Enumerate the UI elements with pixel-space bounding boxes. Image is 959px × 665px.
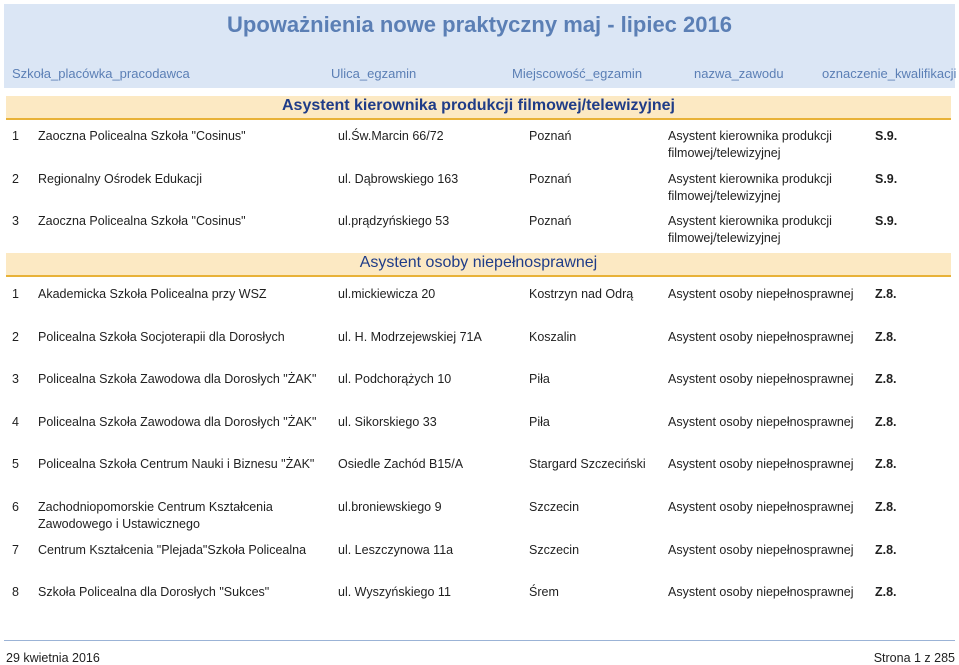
profession-name: Asystent osoby niepełnosprawnej (668, 500, 854, 514)
exam-city: Śrem (529, 585, 559, 599)
exam-street: ul. Podchorążych 10 (338, 372, 452, 386)
exam-city: Piła (529, 372, 550, 386)
section-title: Asystent osoby niepełnosprawnej (359, 254, 598, 271)
profession-name: Asystent osoby niepełnosprawnej (668, 287, 854, 301)
exam-street: Osiedle Zachód B15/A (338, 457, 464, 471)
school-name: Akademicka Szkoła Policealna przy WSZ (38, 287, 267, 301)
section-header (6, 253, 951, 277)
exam-street: ul.broniewskiego 9 (338, 500, 442, 514)
qualification-code: S.9. (875, 129, 898, 143)
qualification-code: S.9. (875, 214, 898, 228)
qualification-code: Z.8. (875, 543, 897, 557)
row-number: 3 (12, 372, 19, 386)
profession-name: Asystent kierownika produkcji filmowej/telewizyjnej (668, 172, 832, 203)
qualification-code: Z.8. (875, 585, 897, 599)
qualification-code: Z.8. (875, 287, 897, 301)
row-number: 1 (12, 287, 19, 301)
school-name-continued: Zawodowego i Ustawicznego (38, 517, 200, 531)
exam-city: Koszalin (529, 330, 577, 344)
column-header-city: Miejscowość_egzamin (512, 66, 643, 81)
footer-date: 29 kwietnia 2016 (6, 651, 100, 665)
row-number: 7 (12, 543, 19, 557)
exam-street: ul.mickiewicza 20 (338, 287, 436, 301)
exam-street: ul. Wyszyńskiego 11 (338, 585, 451, 599)
school-name: Regionalny Ośrodek Edukacji (38, 172, 202, 186)
school-name: Zaoczna Policealna Szkoła "Cosinus" (38, 129, 246, 143)
exam-street: ul.Św.Marcin 66/72 (338, 129, 444, 143)
footer-page-number: Strona 1 z 285 (873, 651, 955, 665)
exam-city: Kostrzyn nad Odrą (529, 287, 634, 301)
profession-name: Asystent osoby niepełnosprawnej (668, 543, 854, 557)
footer-divider (4, 640, 955, 641)
row-number: 5 (12, 457, 19, 471)
exam-city: Stargard Szczeciński (529, 457, 646, 471)
column-headers (4, 60, 955, 88)
column-header-qualification: oznaczenie_kwalifikacji (822, 66, 957, 81)
row-number: 2 (12, 172, 19, 186)
profession-name: Asystent kierownika produkcji filmowej/telewizyjnej (668, 214, 832, 245)
qualification-code: Z.8. (875, 457, 897, 471)
profession-name: Asystent osoby niepełnosprawnej (668, 330, 854, 344)
row-number: 8 (12, 585, 19, 599)
exam-street: ul. Dąbrowskiego 163 (338, 172, 459, 186)
exam-city: Poznań (529, 214, 572, 228)
exam-city: Szczecin (529, 500, 580, 514)
column-header-school: Szkoła_placówka_pracodawca (12, 66, 190, 81)
profession-name: Asystent osoby niepełnosprawnej (668, 585, 854, 599)
qualification-code: Z.8. (875, 500, 897, 514)
school-name: Szkoła Policealna dla Dorosłych "Sukces" (38, 585, 270, 599)
row-number: 4 (12, 415, 19, 429)
qualification-code: S.9. (875, 172, 898, 186)
school-name: Zachodniopomorskie Centrum Kształcenia (38, 500, 273, 514)
profession-name: Asystent osoby niepełnosprawnej (668, 415, 854, 429)
column-header-street: Ulica_egzamin (331, 66, 417, 81)
exam-city: Poznań (529, 172, 572, 186)
qualification-code: Z.8. (875, 415, 897, 429)
row-number: 3 (12, 214, 19, 228)
profession-name: Asystent kierownika produkcji filmowej/telewizyjnej (668, 129, 832, 160)
school-name: Centrum Kształcenia "Plejada"Szkoła Policealna (38, 543, 307, 557)
school-name: Policealna Szkoła Centrum Nauki i Biznesu "ŻAK" (38, 457, 315, 471)
exam-city: Poznań (529, 129, 572, 143)
qualification-code: Z.8. (875, 330, 897, 344)
page-title: Upoważnienia nowe praktyczny maj - lipiec 2016 (227, 12, 732, 37)
row-number: 6 (12, 500, 19, 514)
exam-street: ul. Leszczynowa 11a (338, 543, 454, 557)
school-name: Policealna Szkoła Zawodowa dla Dorosłych "ŻAK" (38, 372, 317, 386)
exam-street: ul.prądzyńskiego 53 (338, 214, 450, 228)
school-name: Policealna Szkoła Socjoterapii dla Dorosłych (38, 330, 285, 344)
qualification-code: Z.8. (875, 372, 897, 386)
exam-street: ul. H. Modrzejewskiej 71A (338, 330, 482, 344)
school-name: Zaoczna Policealna Szkoła "Cosinus" (38, 214, 246, 228)
profession-name: Asystent osoby niepełnosprawnej (668, 372, 854, 386)
exam-city: Piła (529, 415, 550, 429)
profession-name: Asystent osoby niepełnosprawnej (668, 457, 854, 471)
row-number: 2 (12, 330, 19, 344)
section-header (6, 96, 951, 120)
school-name: Policealna Szkoła Zawodowa dla Dorosłych "ŻAK" (38, 415, 317, 429)
section-title: Asystent kierownika produkcji filmowej/telewizyjnej (282, 97, 675, 114)
column-header-profession: nazwa_zawodu (694, 66, 784, 81)
exam-city: Szczecin (529, 543, 580, 557)
title-bar (4, 4, 955, 60)
exam-street: ul. Sikorskiego 33 (338, 415, 437, 429)
row-number: 1 (12, 129, 19, 143)
